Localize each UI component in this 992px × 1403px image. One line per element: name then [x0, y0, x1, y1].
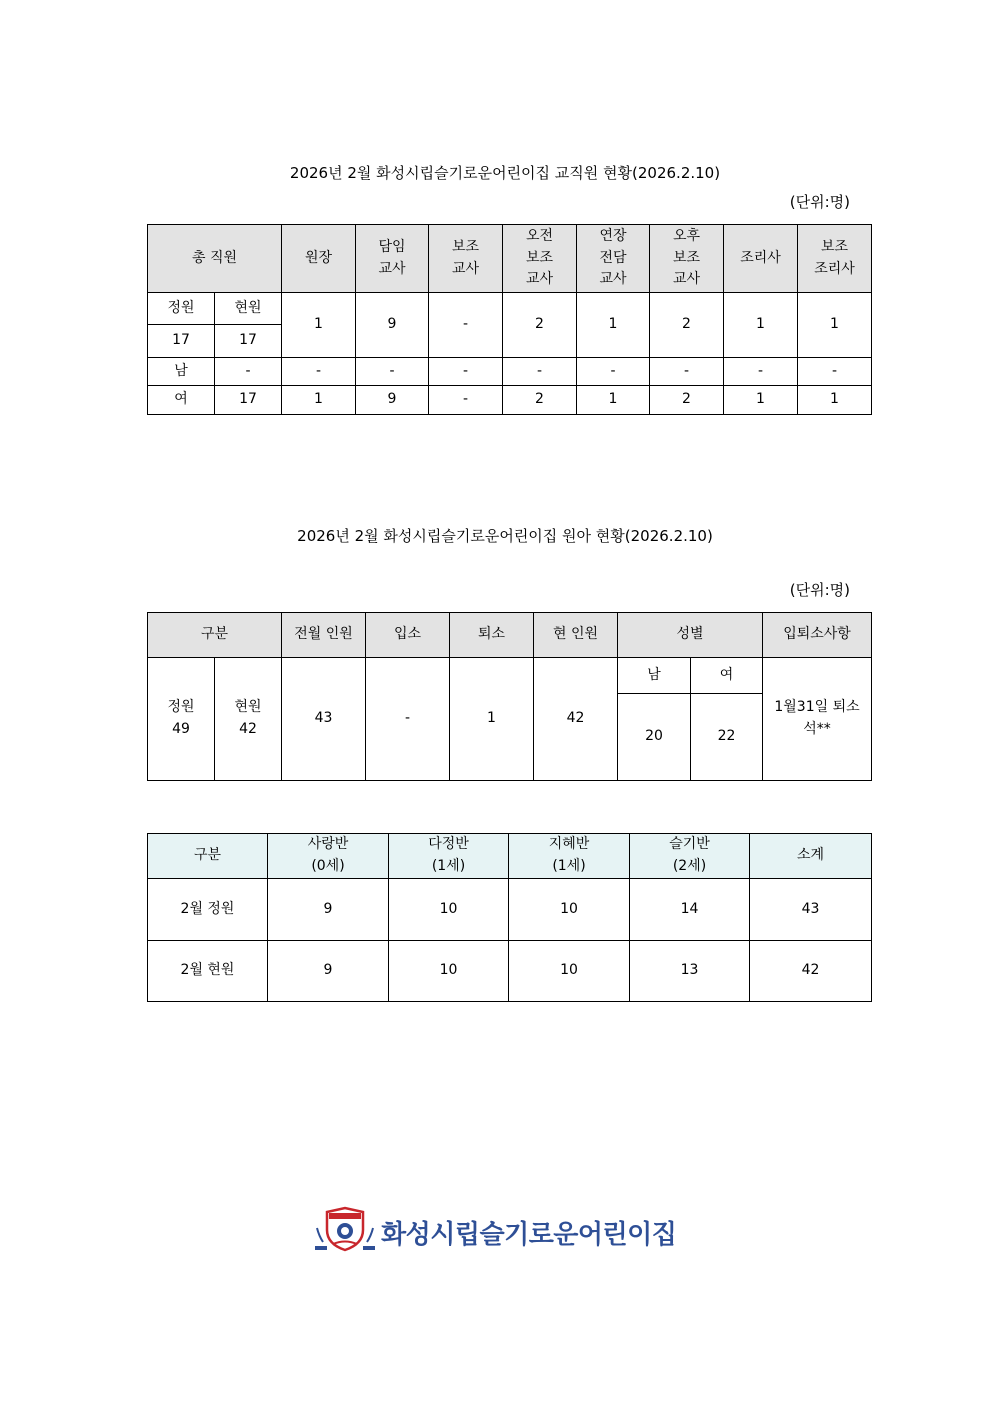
staff-count-extended: 1	[577, 293, 650, 358]
children-unit: (단위:명)	[789, 581, 850, 599]
staff-header-morning: 오전 보조 교사	[503, 225, 577, 293]
class-header-sarang: 사랑반 (0세)	[268, 834, 389, 879]
table-cell: -	[356, 358, 429, 386]
table-cell: -	[503, 358, 577, 386]
class-row-total: 42	[750, 941, 872, 1002]
table-cell: -	[429, 386, 503, 415]
table-cell: 1	[577, 386, 650, 415]
table-cell: 10	[509, 879, 630, 941]
table-cell: 10	[509, 941, 630, 1002]
children-now: 42	[534, 658, 618, 781]
staff-header-assistant: 보조 교사	[429, 225, 503, 293]
staff-header-cook: 조리사	[724, 225, 798, 293]
staff-count-assistant: -	[429, 293, 503, 358]
table-cell: 1	[282, 386, 356, 415]
children-header-leave: 퇴소	[450, 613, 534, 658]
children-leave: 1	[450, 658, 534, 781]
class-row-total: 43	[750, 879, 872, 941]
staff-table	[147, 224, 872, 415]
children-quota: 정원 49	[148, 658, 215, 781]
table-cell: 14	[630, 879, 750, 941]
children-current-count: 현원 42	[215, 658, 282, 781]
table-cell: -	[650, 358, 724, 386]
staff-female-label: 여	[148, 386, 215, 415]
table-row	[148, 879, 872, 941]
table-cell: 13	[630, 941, 750, 1002]
children-title: 2026년 2월 화성시립슬기로운어린이집 원아 현황(2026.2.10)	[297, 527, 713, 545]
table-cell: -	[429, 358, 503, 386]
staff-header-homeroom: 담임 교사	[356, 225, 429, 293]
children-header-current: 현 인원	[534, 613, 618, 658]
class-header-seulgi: 슬기반 (2세)	[630, 834, 750, 879]
staff-current-label: 현원	[215, 293, 282, 325]
table-cell: -	[282, 358, 356, 386]
children-female-label: 여	[691, 658, 763, 694]
children-female: 22	[691, 694, 763, 781]
children-note: 1월31일 퇴소 석**	[763, 658, 872, 781]
class-row-label: 2월 현원	[148, 941, 268, 1002]
staff-quota: 17	[148, 325, 215, 358]
class-header-dajeong: 다정반 (1세)	[389, 834, 509, 879]
children-header-admit: 입소	[366, 613, 450, 658]
children-table	[147, 612, 872, 781]
staff-header-extended: 연장 전담 교사	[577, 225, 650, 293]
class-row-label: 2월 정원	[148, 879, 268, 941]
org-name: 화성시립슬기로운어린이집	[381, 1220, 677, 1250]
staff-header-director: 원장	[282, 225, 356, 293]
staff-title: 2026년 2월 화성시립슬기로운어린이집 교직원 현황(2026.2.10)	[289, 164, 721, 182]
class-table	[147, 833, 872, 1002]
emblem-icon	[313, 1206, 377, 1252]
table-cell: -	[724, 358, 798, 386]
footer-logo	[313, 1206, 693, 1254]
table-cell: 1	[798, 386, 872, 415]
table-cell: 9	[268, 941, 389, 1002]
staff-count-cook: 1	[724, 293, 798, 358]
staff-header-total: 총 직원	[148, 225, 282, 293]
staff-male-total: -	[215, 358, 282, 386]
table-row	[148, 941, 872, 1002]
staff-count-morning: 2	[503, 293, 577, 358]
staff-header-asst-cook: 보조 조리사	[798, 225, 872, 293]
staff-count-afternoon: 2	[650, 293, 724, 358]
children-prev: 43	[282, 658, 366, 781]
table-cell: 1	[724, 386, 798, 415]
table-cell: 10	[389, 879, 509, 941]
staff-current: 17	[215, 325, 282, 358]
children-male-label: 남	[618, 658, 691, 694]
class-header-category: 구분	[148, 834, 268, 879]
children-header-notes: 입퇴소사항	[763, 613, 872, 658]
class-header-jihye: 지혜반 (1세)	[509, 834, 630, 879]
table-cell: -	[798, 358, 872, 386]
staff-female-total: 17	[215, 386, 282, 415]
children-header-gender: 성별	[618, 613, 763, 658]
staff-count-homeroom: 9	[356, 293, 429, 358]
staff-quota-label: 정원	[148, 293, 215, 325]
class-header-subtotal: 소계	[750, 834, 872, 879]
table-cell: 10	[389, 941, 509, 1002]
table-cell: 2	[650, 386, 724, 415]
table-cell: 2	[503, 386, 577, 415]
table-cell: 9	[356, 386, 429, 415]
children-male: 20	[618, 694, 691, 781]
staff-unit: (단위:명)	[789, 193, 850, 211]
staff-header-afternoon: 오후 보조 교사	[650, 225, 724, 293]
staff-count-director: 1	[282, 293, 356, 358]
table-cell: 9	[268, 879, 389, 941]
children-header-prev: 전월 인원	[282, 613, 366, 658]
children-header-category: 구분	[148, 613, 282, 658]
table-cell: -	[577, 358, 650, 386]
staff-count-asst-cook: 1	[798, 293, 872, 358]
staff-male-label: 남	[148, 358, 215, 386]
children-admit: -	[366, 658, 450, 781]
